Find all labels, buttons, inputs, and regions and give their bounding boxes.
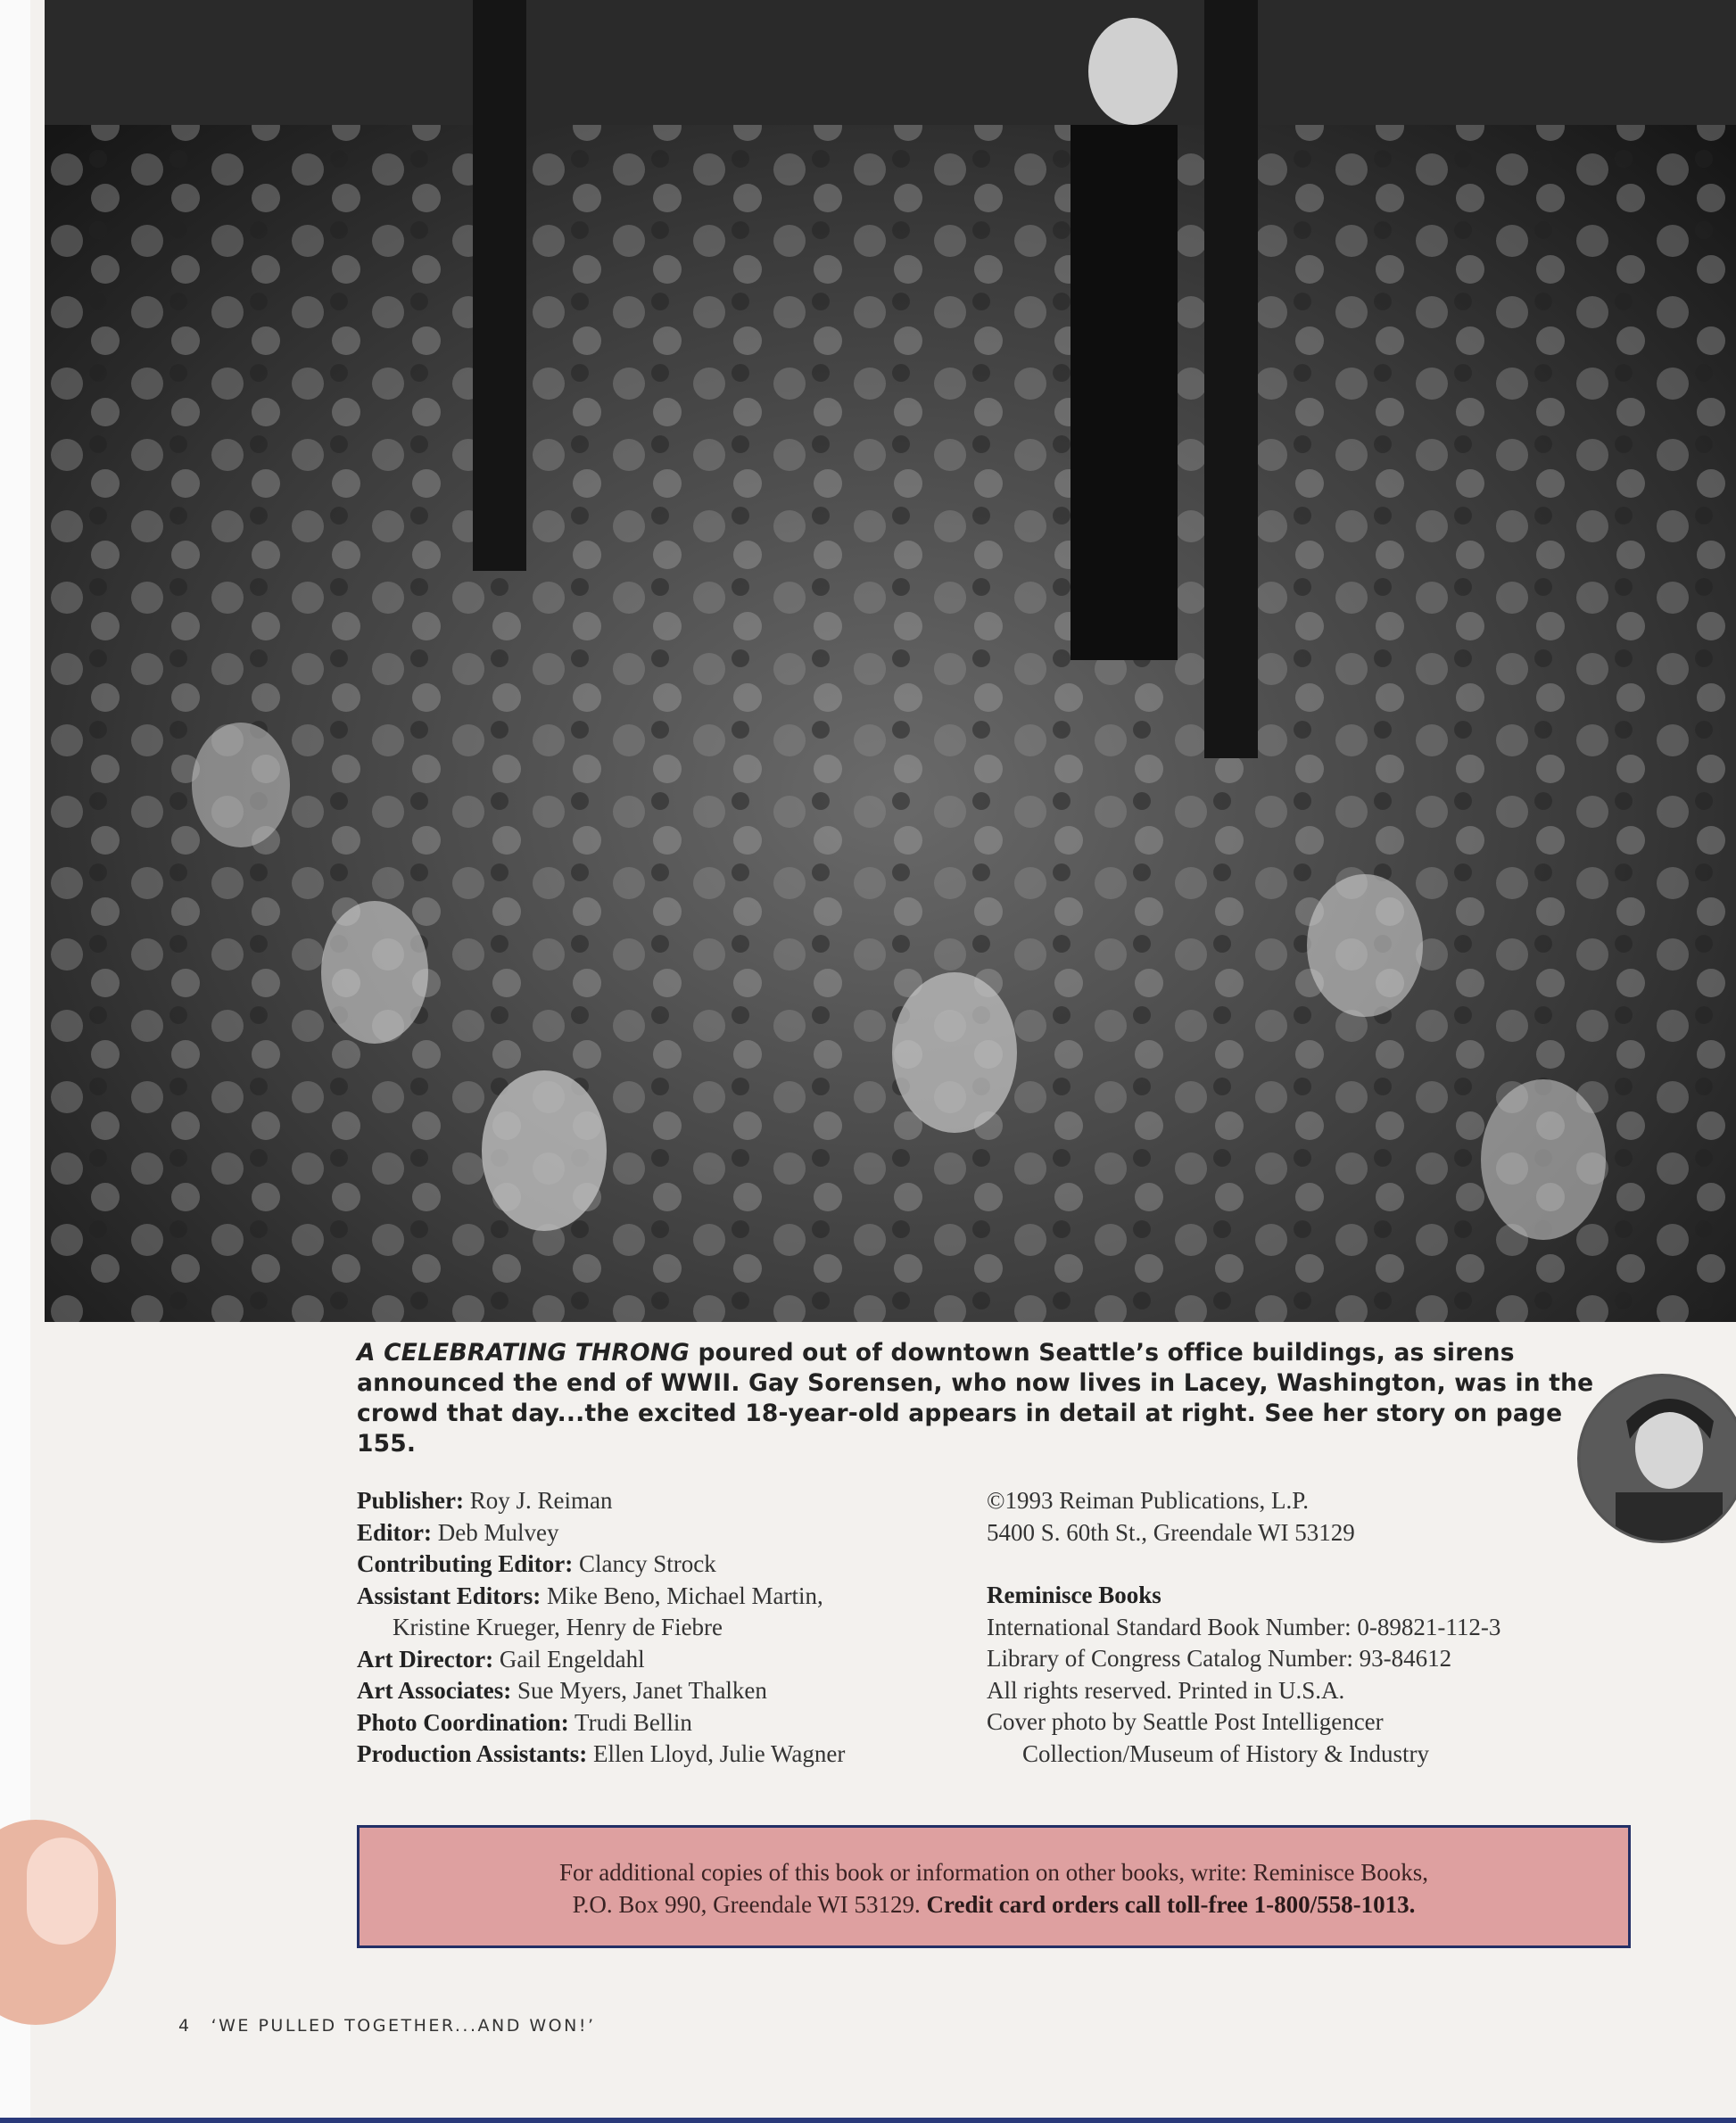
page-footer xyxy=(178,2016,596,2036)
credit-row: Production Assistants: Ellen Lloyd, Julie Wagner xyxy=(357,1740,846,1767)
lccn-line: Library of Congress Catalog Number: 93-84612 xyxy=(987,1645,1452,1672)
page-edge xyxy=(0,0,30,2123)
ordering-notice-box xyxy=(357,1825,1631,1948)
credit-row: Assistant Editors: Mike Beno, Michael Martin, xyxy=(357,1582,823,1609)
credits-left xyxy=(357,1485,845,1771)
caption-lead: A CELEBRATING THRONG xyxy=(357,1339,690,1367)
holding-thumb xyxy=(0,1820,116,2025)
imprint-name: Reminisce Books xyxy=(987,1582,1161,1608)
notice-line: P.O. Box 990, Greendale WI 53129. Credit card orders call toll-free 1-800/558-1013. xyxy=(572,1891,1416,1918)
credit-row: Publisher: Roy J. Reiman xyxy=(357,1487,613,1514)
cover-credit-line: Cover photo by Seattle Post Intelligencer xyxy=(987,1708,1384,1735)
copyright-line: ©1993 Reiman Publications, L.P. xyxy=(987,1487,1310,1514)
credit-row: Editor: Deb Mulvey xyxy=(357,1518,559,1546)
cover-credit-line: Collection/Museum of History & Industry xyxy=(1022,1739,1429,1767)
running-title: ‘WE PULLED TOGETHER...AND WON!’ xyxy=(211,2016,596,2036)
celebration-crowd-photo xyxy=(45,0,1736,1322)
credit-row: Art Associates: Sue Myers, Janet Thalken xyxy=(357,1677,767,1704)
caption-text: poured out of downtown Seattle’s office buildings, as sirens announced the end of WWII. Gay Sorensen, who now lives in Lacey, Washington, was in the crowd that day...the excited 18-year-old appears in detail at right. See her story on page 155. xyxy=(357,1339,1594,1458)
credits-right xyxy=(987,1485,1500,1770)
notice-line: For additional copies of this book or information on other books, write: Reminisce Books, xyxy=(558,1859,1429,1886)
thumbnail-nail xyxy=(27,1838,98,1945)
address-line: 5400 S. 60th St., Greendale WI 53129 xyxy=(987,1518,1355,1546)
page-number: 4 xyxy=(178,2016,192,2036)
credit-row: Contributing Editor: Clancy Strock xyxy=(357,1550,716,1577)
bottom-rule xyxy=(0,2118,1736,2123)
phone-order-text: Credit card orders call toll-free 1-800/558-1013. xyxy=(926,1891,1416,1918)
rights-line: All rights reserved. Printed in U.S.A. xyxy=(987,1676,1345,1704)
credit-row: Photo Coordination: Trudi Bellin xyxy=(357,1708,692,1736)
photo-caption xyxy=(357,1338,1624,1459)
credit-row: Kristine Krueger, Henry de Fiebre xyxy=(393,1614,723,1640)
isbn-line: International Standard Book Number: 0-89821-112-3 xyxy=(987,1613,1501,1640)
inset-portrait-photo xyxy=(1577,1374,1736,1543)
credit-row: Art Director: Gail Engeldahl xyxy=(357,1645,645,1673)
